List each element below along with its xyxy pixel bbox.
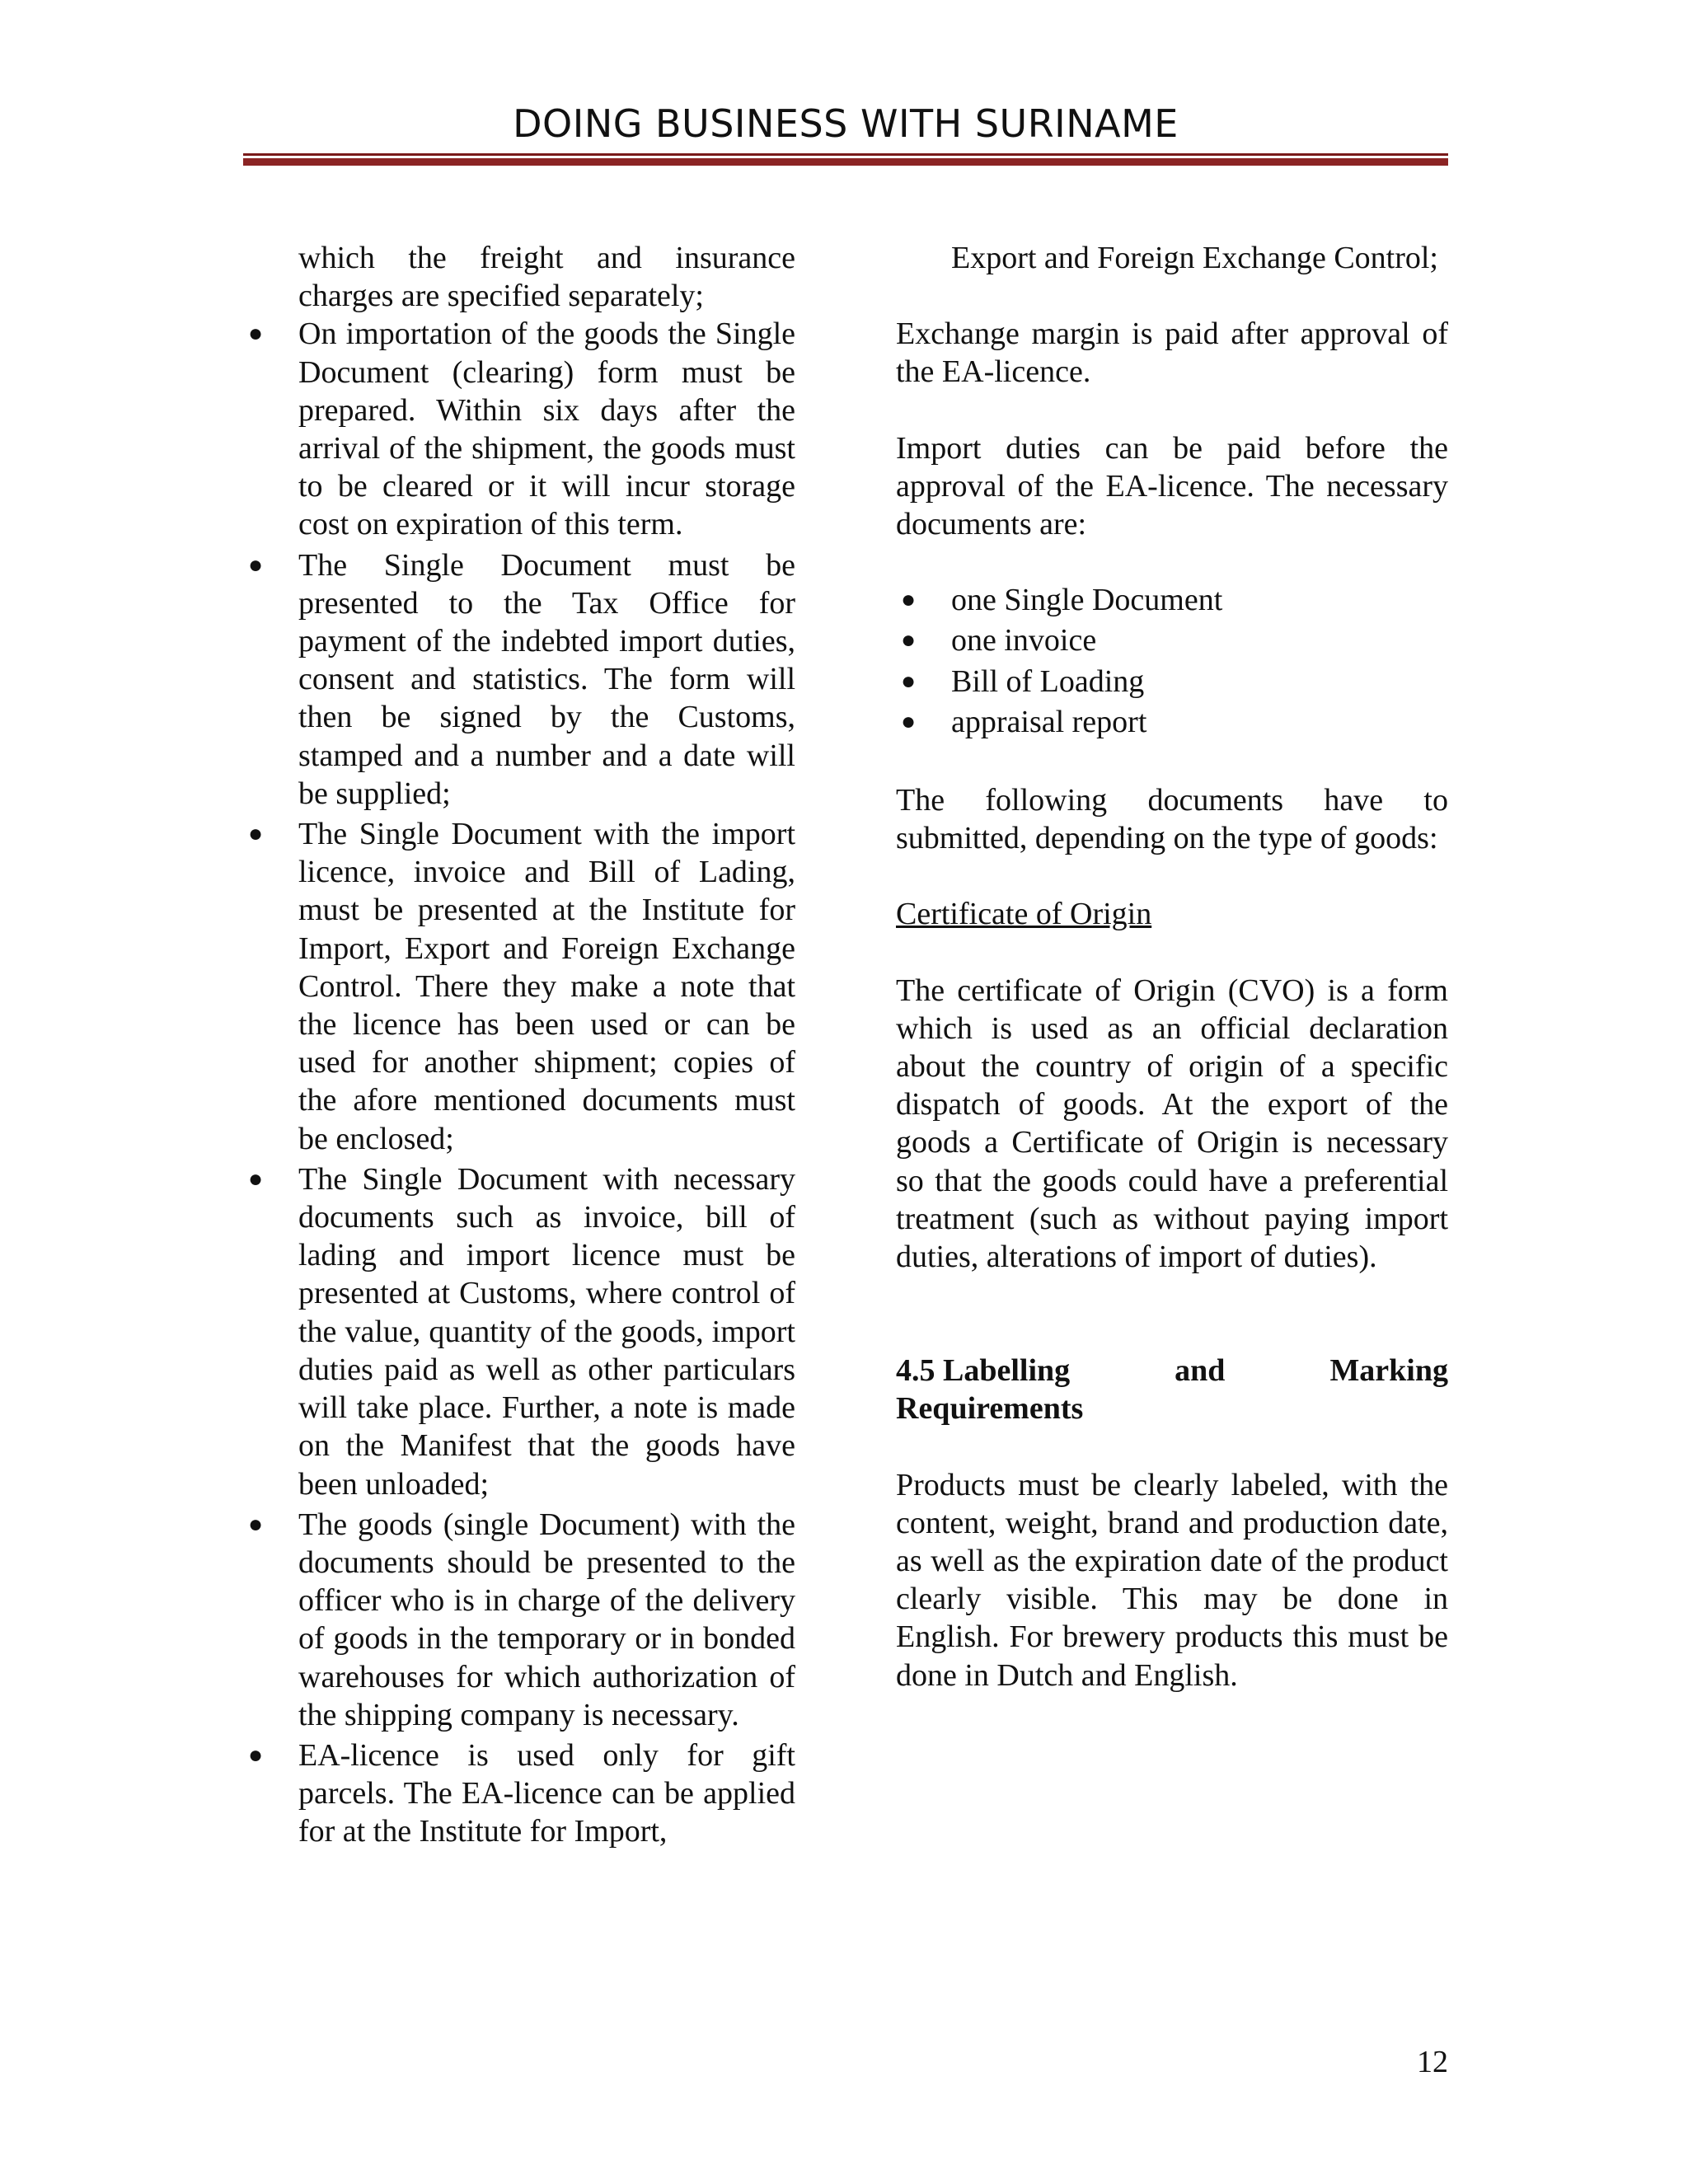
left-column <box>243 239 795 1854</box>
section-heading <box>896 1352 1448 1427</box>
list-item: ● On importation of the goods the Single Document (clearing) form must be prepared. Within six days after the arrival of the shipment, the goods must to be cleared or it will incur storage cost on expiration of this term. <box>248 316 795 542</box>
section-heading-part1: 4.5 Labelling <box>896 1353 1071 1389</box>
bullet-icon: ● <box>248 1165 264 1193</box>
list-item: ● appraisal report <box>896 703 1448 741</box>
bullet-icon: ● <box>248 1510 264 1538</box>
exchange-margin-paragraph: Exchange margin is paid after approval of the EA-licence. <box>896 316 1448 390</box>
bullet-icon: ● <box>901 626 917 654</box>
following-documents-paragraph: The following documents have to submitted, depending on the type of goods: <box>896 783 1448 856</box>
section-heading-line2: Requirements <box>896 1391 1084 1427</box>
bullet-icon: ● <box>901 667 917 695</box>
list-item: ● EA-licence is used only for gift parcels. The EA-licence can be applied for at the Institute for Import, <box>248 1737 795 1849</box>
bullet-icon: ● <box>248 320 264 348</box>
list-item: ● The Single Document with the import licence, invoice and Bill of Lading, must be presented at the Institute for Import, Export and Foreign Exchange Control. There they make a note that the licence has been used or can be used for another shipment; copies of the afore mentioned documents must be enclosed; <box>248 817 795 1156</box>
labelling-paragraph: Products must be clearly labeled, with the content, weight, brand and production date, as well as the expiration date of the product clearly visible. This may be done in English. For brewery products this must be done in Dutch and English. <box>896 1467 1448 1693</box>
section-heading-part2: and <box>1175 1353 1226 1389</box>
bullet-icon: ● <box>248 1741 264 1769</box>
page-number: 12 <box>1417 2045 1448 2079</box>
header-rule-thick <box>243 158 1448 166</box>
section-heading-part3: Marking <box>1329 1353 1448 1389</box>
list-item: ● one invoice <box>896 621 1448 659</box>
right-column <box>896 239 1448 1694</box>
left-continuation-text: which the freight and insurance charges are specified separately; <box>298 241 795 314</box>
import-duties-paragraph: Import duties can be paid before the approval of the EA-licence. The necessary documents are: <box>896 430 1448 542</box>
certificate-of-origin-paragraph: The certificate of Origin (CVO) is a form which is used as an official declaration about the country of origin of a specific dispatch of goods. At the export of the goods a Certificate of Origin is necessary so that the goods could have a preferential treatment (such as without paying import duties, alterations of import of duties). <box>896 972 1448 1275</box>
list-item: ● The goods (single Document) with the documents should be presented to the officer who is in charge of the delivery of goods in the temporary or in bonded warehouses for which authorization of the shipping company is necessary. <box>248 1507 795 1732</box>
list-item: ● Bill of Loading <box>896 663 1448 701</box>
running-header <box>243 97 1448 150</box>
header-title: DOING BUSINESS WITH SURINAME <box>513 101 1179 146</box>
necessary-documents-list <box>896 581 1448 741</box>
clearing-steps-list <box>243 315 795 1850</box>
certificate-of-origin-heading: Certificate of Origin <box>896 897 1152 932</box>
bullet-icon: ● <box>248 551 264 579</box>
list-item: ● The Single Document must be presented to the Tax Office for payment of the indebted import duties, consent and statistics. The form will then be signed by the Customs, stamped and a number and a date will be supplied; <box>248 547 795 811</box>
header-rule-thin <box>243 153 1448 156</box>
list-item: ● one Single Document <box>896 581 1448 619</box>
bullet-icon: ● <box>901 707 917 735</box>
list-item: ● The Single Document with necessary documents such as invoice, bill of lading and import licence must be presented at Customs, where control of the value, quantity of the goods, import duties paid as well as other particulars will take place. Further, a note is made on the Manifest that the goods have been unloaded; <box>248 1161 795 1502</box>
bullet-icon: ● <box>901 586 917 614</box>
right-continuation-text: Export and Foreign Exchange Control; <box>951 241 1438 275</box>
bullet-icon: ● <box>248 820 264 848</box>
